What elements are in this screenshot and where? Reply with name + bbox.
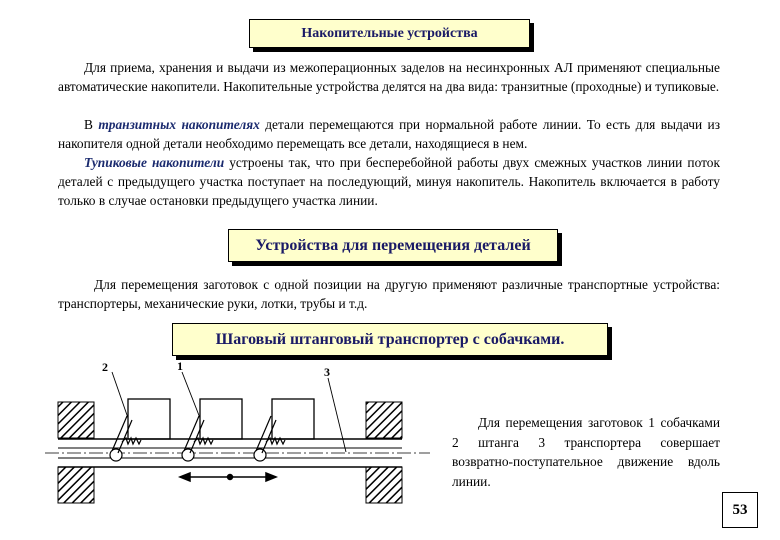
leader-line-2 — [112, 372, 128, 418]
support-top-left — [58, 402, 94, 438]
reciprocating-motion-arrow — [180, 473, 276, 481]
leader-line-1 — [182, 372, 200, 418]
support-top-right — [366, 402, 402, 438]
section-title-accumulators: Накопительные устройства — [249, 19, 530, 48]
workpiece — [200, 399, 242, 439]
conveyor-diagram — [40, 356, 440, 506]
deadend-paragraph — [58, 153, 720, 210]
label-2: 2 — [102, 360, 108, 374]
transit-paragraph — [58, 115, 720, 153]
transit-prefix: В — [84, 117, 99, 132]
label-1: 1 — [177, 359, 183, 373]
deadend-term: Тупиковые накопители — [84, 155, 225, 170]
deadend-text: устроены так, что при бесперебойной работы двух смежных участков линии поток деталей с предыдущего участка поступает на последующий, минуя накопитель. Накопитель включается в работу только в случае остановки предыдущего участка линии. — [58, 155, 720, 208]
transit-term: транзитных накопителях — [98, 117, 260, 132]
transit-text: детали перемещаются при нормальной работе линии. То есть для выдачи из накопителя одной детали необходимо перемещать все детали, находящиеся в нем. — [58, 117, 721, 151]
label-3: 3 — [324, 365, 330, 379]
transport-paragraph: Для перемещения заготовок с одной позиции на другую применяют различные транспортные устройства: транспортеры, механические руки, лотки, трубы и т.д. — [58, 277, 720, 311]
conveyor-description: Для перемещения заготовок 1 собачками 2 штанга 3 транспортера совершает возвратно-поступательное движение вдоль линии. — [452, 415, 720, 489]
section-title-step-conveyor: Шаговый штанговый транспортер с собачками. — [172, 323, 608, 356]
intro-paragraph: Для приема, хранения и выдачи из межоперационных заделов на несинхронных АЛ применяют специальные автоматические накопители. Накопительные устройства делятся на два вида: транзитные (проходные) и тупиковые. — [58, 60, 720, 94]
page-number: 53 — [722, 492, 758, 528]
workpiece — [128, 399, 170, 439]
workpiece — [272, 399, 314, 439]
leader-line-3 — [328, 378, 346, 452]
support-bottom-right — [366, 467, 402, 503]
support-bottom-left — [58, 467, 94, 503]
section-title-transport-devices: Устройства для перемещения деталей — [228, 229, 558, 262]
